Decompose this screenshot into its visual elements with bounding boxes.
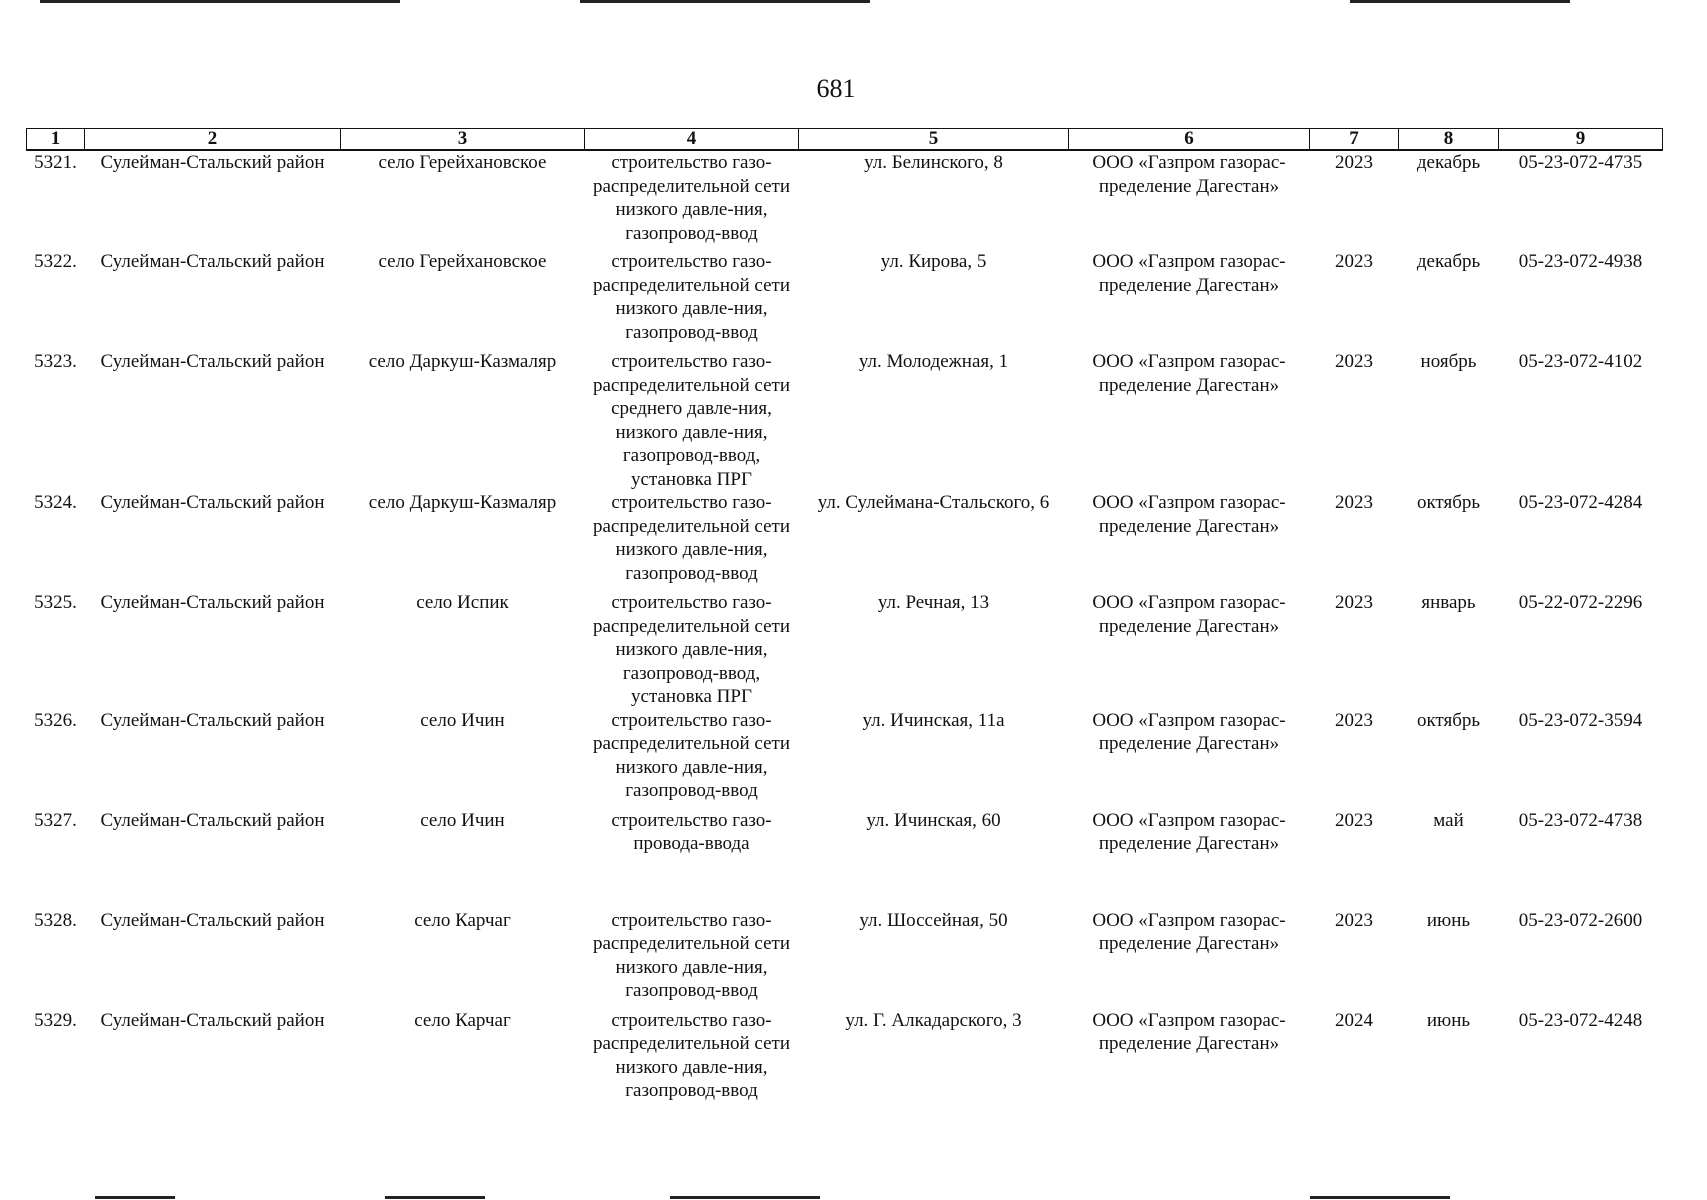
organization-cell: ООО «Газпром газорас-пределение Дагестан» bbox=[1092, 251, 1286, 296]
address-cell: ул. Белинского, 8 bbox=[864, 152, 1003, 173]
table-row bbox=[27, 709, 1663, 809]
table-row bbox=[27, 250, 1663, 350]
column-header: 1 bbox=[27, 129, 85, 151]
table-row bbox=[27, 150, 1663, 250]
year-cell: 2023 bbox=[1335, 152, 1373, 173]
year-cell: 2023 bbox=[1335, 809, 1373, 831]
address-cell: ул. Шоссейная, 50 bbox=[859, 909, 1008, 931]
work-cell: строительство газо-распределительной сети низкого давле-ния, газопровод-ввод bbox=[592, 492, 790, 584]
month-cell: октябрь bbox=[1416, 709, 1481, 731]
scan-edge-top bbox=[0, 0, 1707, 4]
organization-cell: ООО «Газпром газорас-пределение Дагестан» bbox=[1092, 809, 1286, 854]
month-cell: декабрь bbox=[1416, 152, 1481, 173]
year-cell: 2023 bbox=[1335, 492, 1373, 513]
settlement-cell: село Карчаг bbox=[414, 1009, 511, 1031]
row-number: 5329. bbox=[34, 1009, 77, 1031]
district-cell: Сулейман-Стальский район bbox=[100, 709, 325, 731]
settlement-cell: село Герейхановское bbox=[378, 251, 547, 272]
column-header: 7 bbox=[1310, 129, 1399, 151]
month-cell: май bbox=[1433, 809, 1464, 831]
month-cell: июнь bbox=[1426, 909, 1471, 931]
work-cell: строительство газо-распределительной сети низкого давле-ния, газопровод-ввод, установка ПРГ bbox=[592, 592, 790, 707]
column-header: 4 bbox=[585, 129, 799, 151]
year-cell: 2023 bbox=[1335, 909, 1373, 931]
code-cell: 05-23-072-4284 bbox=[1518, 492, 1643, 513]
organization-cell: ООО «Газпром газорас-пределение Дагестан» bbox=[1092, 1009, 1286, 1054]
district-cell: Сулейман-Стальский район bbox=[100, 351, 325, 372]
code-cell: 05-23-072-4938 bbox=[1518, 251, 1643, 272]
year-cell: 2023 bbox=[1335, 351, 1373, 372]
row-number: 5326. bbox=[34, 709, 77, 731]
row-number: 5321. bbox=[34, 152, 77, 173]
row-number: 5325. bbox=[34, 592, 77, 613]
address-cell: ул. Сулеймана-Стальского, 6 bbox=[817, 492, 1050, 513]
code-cell: 05-22-072-2296 bbox=[1518, 592, 1643, 613]
district-cell: Сулейман-Стальский район bbox=[100, 909, 325, 931]
row-number: 5324. bbox=[34, 492, 77, 513]
code-cell: 05-23-072-4102 bbox=[1518, 351, 1643, 372]
column-header: 2 bbox=[85, 129, 341, 151]
address-cell: ул. Кирова, 5 bbox=[880, 251, 987, 272]
address-cell: ул. Ичинская, 60 bbox=[866, 809, 1001, 831]
settlement-cell: село Карчаг bbox=[414, 909, 511, 931]
year-cell: 2024 bbox=[1335, 1009, 1373, 1031]
header-row bbox=[27, 129, 1663, 151]
work-cell: строительство газо-распределительной сети среднего давле-ния, низкого давле-ния, газопровод-ввод, установка ПРГ bbox=[592, 351, 790, 490]
column-header: 5 bbox=[799, 129, 1069, 151]
column-header: 8 bbox=[1399, 129, 1499, 151]
settlement-cell: село Испик bbox=[416, 592, 509, 613]
work-cell: строительство газо-распределительной сети низкого давле-ния, газопровод-ввод bbox=[592, 251, 790, 343]
district-cell: Сулейман-Стальский район bbox=[100, 492, 325, 513]
row-number: 5327. bbox=[34, 809, 77, 831]
address-cell: ул. Ичинская, 11а bbox=[862, 709, 1005, 731]
settlement-cell: село Ичин bbox=[420, 709, 505, 731]
organization-cell: ООО «Газпром газорас-пределение Дагестан» bbox=[1092, 152, 1286, 197]
year-cell: 2023 bbox=[1335, 709, 1373, 731]
organization-cell: ООО «Газпром газорас-пределение Дагестан» bbox=[1092, 492, 1286, 537]
settlement-cell: село Ичин bbox=[420, 809, 505, 831]
month-cell: январь bbox=[1421, 592, 1476, 613]
page-number: 681 bbox=[816, 74, 856, 103]
settlement-cell: село Герейхановское bbox=[378, 152, 547, 173]
month-cell: декабрь bbox=[1416, 251, 1481, 272]
column-header: 9 bbox=[1499, 129, 1663, 151]
work-cell: строительство газо-распределительной сети низкого давле-ния, газопровод-ввод bbox=[592, 909, 790, 1001]
table-row bbox=[27, 1009, 1663, 1109]
address-cell: ул. Молодежная, 1 bbox=[858, 351, 1009, 372]
year-cell: 2023 bbox=[1335, 251, 1373, 272]
row-number: 5323. bbox=[34, 351, 77, 372]
settlement-cell: село Даркуш-Казмаляр bbox=[368, 492, 557, 513]
address-cell: ул. Г. Алкадарского, 3 bbox=[845, 1009, 1022, 1031]
organization-cell: ООО «Газпром газорас-пределение Дагестан» bbox=[1092, 909, 1286, 954]
table-row bbox=[27, 809, 1663, 909]
organization-cell: ООО «Газпром газорас-пределение Дагестан» bbox=[1092, 709, 1286, 754]
work-cell: строительство газо-распределительной сети низкого давле-ния, газопровод-ввод bbox=[592, 152, 790, 244]
column-header: 6 bbox=[1069, 129, 1310, 151]
scan-edge-bottom bbox=[0, 1196, 1707, 1200]
code-cell: 05-23-072-3594 bbox=[1518, 709, 1643, 731]
table-row bbox=[27, 350, 1663, 491]
settlement-cell: село Даркуш-Казмаляр bbox=[368, 351, 557, 372]
month-cell: ноябрь bbox=[1420, 351, 1477, 372]
work-cell: строительство газо-распределительной сети низкого давле-ния, газопровод-ввод bbox=[592, 709, 790, 801]
table-row bbox=[27, 909, 1663, 1009]
register-table bbox=[26, 128, 1663, 1109]
row-number: 5328. bbox=[34, 909, 77, 931]
organization-cell: ООО «Газпром газорас-пределение Дагестан» bbox=[1092, 592, 1286, 637]
column-header: 3 bbox=[341, 129, 585, 151]
code-cell: 05-23-072-2600 bbox=[1518, 909, 1643, 931]
code-cell: 05-23-072-4248 bbox=[1518, 1009, 1643, 1031]
district-cell: Сулейман-Стальский район bbox=[100, 809, 325, 831]
month-cell: октябрь bbox=[1416, 492, 1481, 513]
work-cell: строительство газо-распределительной сети низкого давле-ния, газопровод-ввод bbox=[592, 1009, 790, 1101]
month-cell: июнь bbox=[1426, 1009, 1471, 1031]
work-cell: строительство газо-провода-ввода bbox=[611, 809, 772, 854]
code-cell: 05-23-072-4738 bbox=[1518, 809, 1643, 831]
address-cell: ул. Речная, 13 bbox=[877, 592, 990, 613]
table-row bbox=[27, 491, 1663, 591]
row-number: 5322. bbox=[34, 251, 77, 272]
district-cell: Сулейман-Стальский район bbox=[100, 1009, 325, 1031]
table-row bbox=[27, 591, 1663, 709]
organization-cell: ООО «Газпром газорас-пределение Дагестан» bbox=[1092, 351, 1286, 396]
district-cell: Сулейман-Стальский район bbox=[100, 251, 325, 272]
year-cell: 2023 bbox=[1335, 592, 1373, 613]
code-cell: 05-23-072-4735 bbox=[1518, 152, 1643, 173]
district-cell: Сулейман-Стальский район bbox=[100, 152, 325, 173]
district-cell: Сулейман-Стальский район bbox=[100, 592, 325, 613]
